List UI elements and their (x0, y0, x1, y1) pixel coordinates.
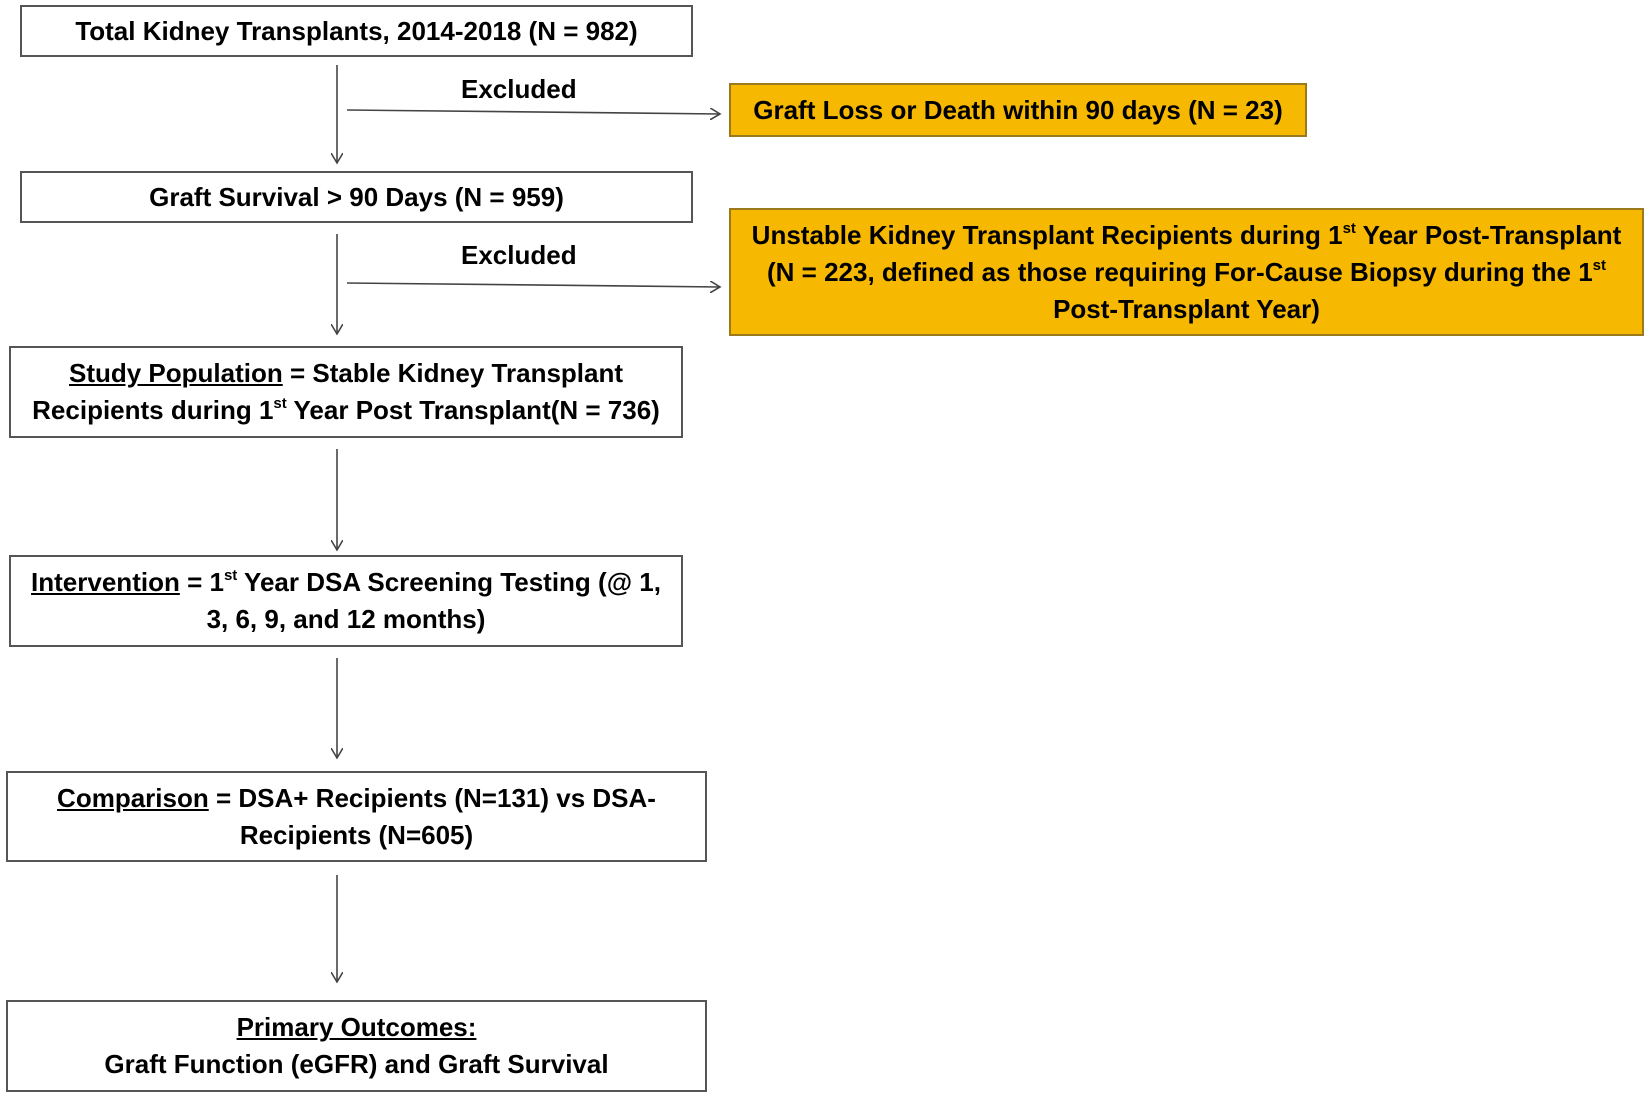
total-transplants-box (20, 5, 693, 57)
unstable-line-1: Unstable Kidney Transplant Recipients during 1st Year Post-Transplant (751, 219, 1622, 250)
unstable-line-2: (N = 223, defined as those requiring For-Cause Biopsy during the 1st (767, 256, 1606, 287)
graft-survival-box (20, 171, 693, 223)
comparison-heading: Comparison (57, 782, 209, 813)
arrow-excluded-unstable (347, 283, 720, 287)
intervention-line-1: Intervention = 1st Year DSA Screening Testing (@ 1, (31, 567, 661, 597)
study-population-box (9, 346, 683, 438)
graft-loss-text: Graft Loss or Death within 90 days (N = 23) (753, 94, 1283, 125)
intervention-box (9, 555, 683, 647)
comparison-box (6, 771, 707, 862)
study-population-line-2: Recipients during 1st Year Post Transplant(N = 736) (32, 395, 660, 425)
study-population-line-1: Study Population = Stable Kidney Transplant (68, 358, 624, 388)
excluded-label-2: Excluded (461, 240, 577, 270)
primary-outcomes-line-2: Graft Function (eGFR) and Graft Survival (104, 1049, 609, 1079)
comparison-line-2: Recipients (N=605) (239, 819, 474, 850)
primary-outcomes-box (6, 1000, 707, 1092)
primary-outcomes-heading: Primary Outcomes: (236, 1012, 477, 1042)
total-transplants-text: Total Kidney Transplants, 2014-2018 (N = 982) (75, 15, 638, 46)
graft-survival-text: Graft Survival > 90 Days (N = 959) (149, 181, 564, 212)
unstable-line-3: Post-Transplant Year) (1053, 293, 1320, 324)
study-population-heading: Study Population (68, 358, 283, 388)
intervention-line-2: 3, 6, 9, and 12 months) (206, 604, 486, 634)
graft-loss-box (729, 83, 1307, 137)
intervention-heading: Intervention (31, 567, 180, 597)
unstable-recipients-box (729, 208, 1644, 336)
arrow-excluded-graft-loss (347, 110, 720, 114)
excluded-label-1: Excluded (461, 74, 577, 104)
comparison-line-1: Comparison = DSA+ Recipients (N=131) vs DSA- (57, 782, 656, 813)
